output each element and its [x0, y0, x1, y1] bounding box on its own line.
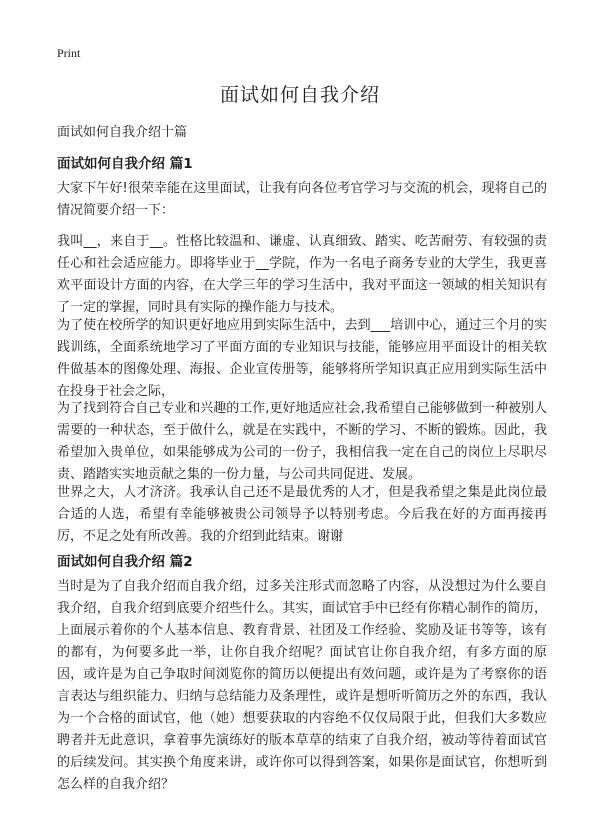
print-link[interactable]: Print — [57, 46, 81, 60]
page-title: 面试如何自我介绍 — [219, 84, 380, 106]
section-1-paragraph-3: 为了使在校所学的知识更好地应用到实际生活中，去到___培训中心，通过三个月的实践训练，全面系统地学习了平面方面的专业知识与技能，能够应用平面设计的相关软件做基本的图像处理、海报、企业宣传册等，能够将所学知识真正应用到实际生活中在投身于社会之际， — [57, 318, 547, 399]
section-1-paragraph-1: 大家下午好!很荣幸能在这里面试，让我有向各位考官学习与交流的机会，现将自己的情况简要介绍一下： — [57, 181, 547, 218]
section-1-paragraph-4: 为了找到符合自己专业和兴趣的工作,更好地适应社会,我希望自己能够做到一种被别人需要的一种状态，至于做什么，就是在实践中，不断的学习、不断的锻炼。因此，我希望加入贵单位，如果能够成为公司的一份子，我相信我一定在自己的岗位上尽职尽责、踏踏实实地贡献之集的一份力量，与公司共同促进、发展。 — [57, 401, 547, 482]
section-heading-2: 面试如何自我介绍 篇2 — [57, 554, 193, 570]
section-heading-1: 面试如何自我介绍 篇1 — [57, 156, 193, 172]
section-1-paragraph-2: 我叫__，来自于__。性格比较温和、谦虚、认真细致、踏实、吃苦耐劳、有较强的责任心和社会适应能力。即将毕业于__学院，作为一名电子商务专业的大学生，我更喜欢平面设计方面的内容，在大学三年的学习生活中，我对平面这一领域的相关知识有了一定的掌握，同时具有实际的操作能力与技术。 — [57, 234, 547, 315]
document-subtitle: 面试如何自我介绍十篇 — [57, 125, 188, 140]
section-1-paragraph-5: 世界之大，人才济济。我承认自己还不是最优秀的人才，但是我希望之集是此岗位最合适的人选，希望有幸能够被贵公司领导予以特别考虑。今后我在好的方面再接再厉，不足之处有所改善。我的介绍到此结束。谢谢 — [57, 485, 547, 544]
section-2-paragraph-1: 当时是为了自我介绍而自我介绍，过多关注形式而忽略了内容，从没想过为什么要自我介绍，自我介绍到底要介绍些什么。其实，面试官手中已经有你精心制作的简历，上面展示着你的个人基本信息、教育背景、社团及工作经验、奖励及证书等等，该有的都有，为何要多此一举，让你自我介绍呢？面试官让你自我介绍，有多方面的原因，或许是为自己争取时间浏览你的简历以便提出有效问题，或许是为了考察你的语言表达与组织能力、归纳与总结能力及条理性，或许是想听听简历之外的东西，我认为一个合格的面试官，他（她）想要获取的内容绝不仅仅局限于此，但我们大多数应聘者并无此意识，拿着事先演练好的版本草草的结束了自我介绍，被动等待着面试官的后续发问。其实换个角度来讲，或许你可以得到答案，如果你是面试官，你想听到怎么样的自我介绍？ — [57, 579, 547, 792]
